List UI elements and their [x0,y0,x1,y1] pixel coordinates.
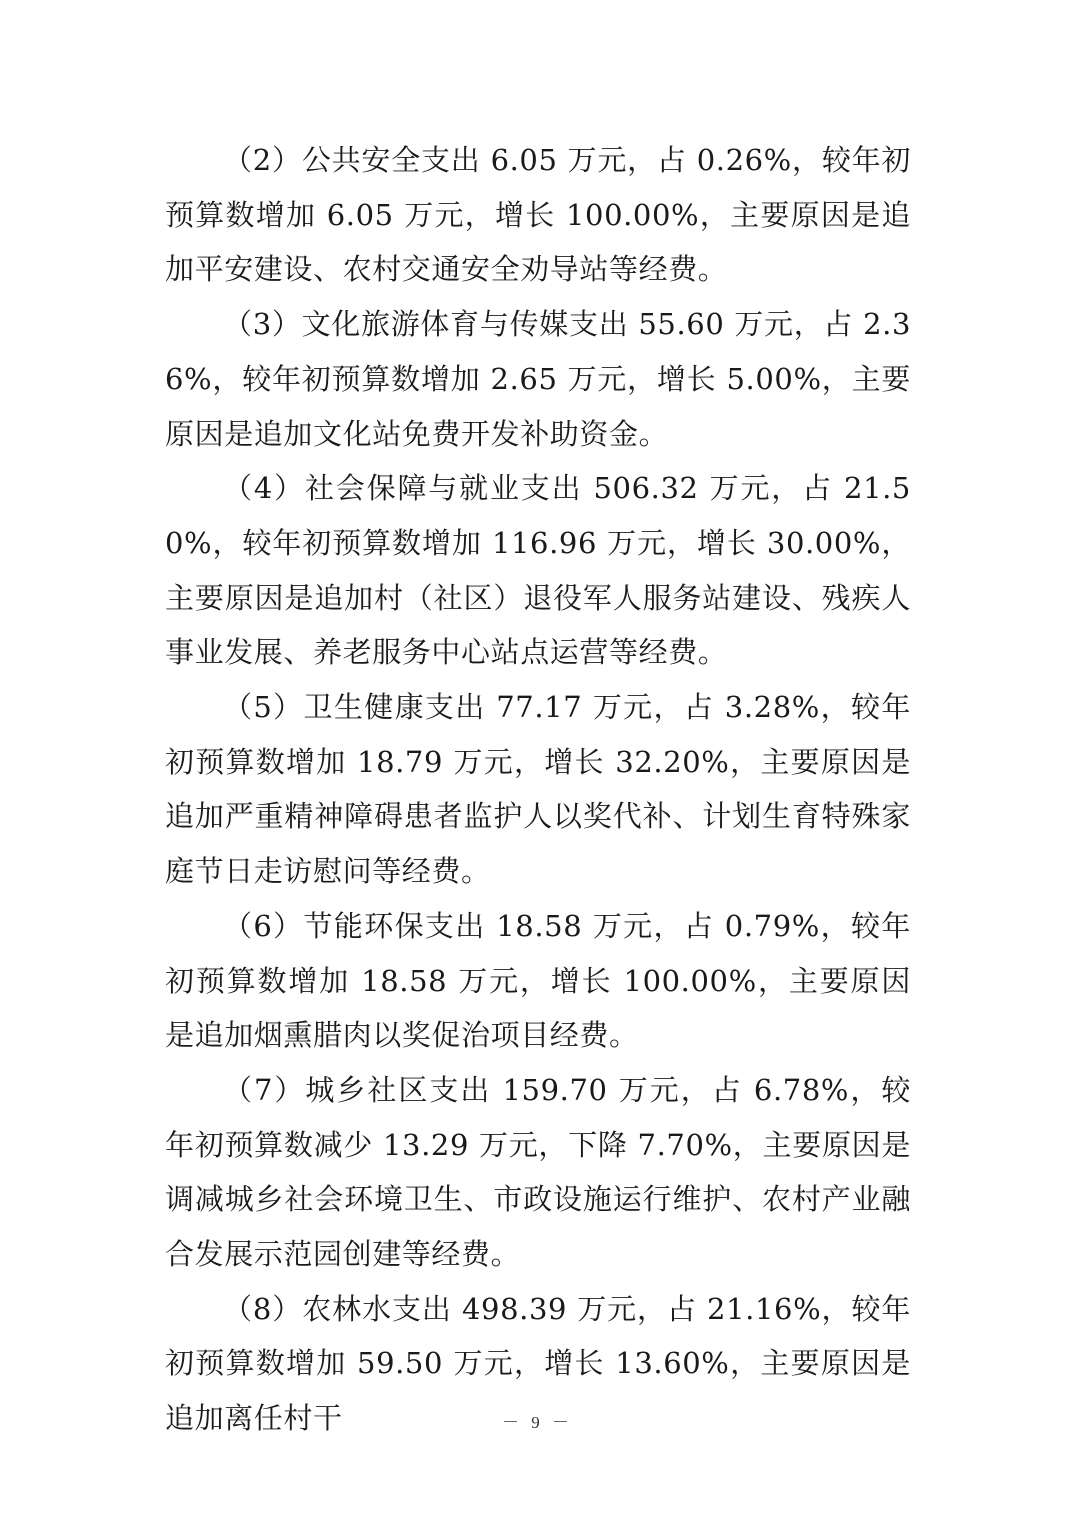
paragraph-energy-environment: （6）节能环保支出 18.58 万元，占 0.79%，较年初预算数增加 18.58 万元，增长 100.00%，主要原因是追加烟熏腊肉以奖促治项目经费。 [165,908,911,1053]
paragraph-culture-tourism: （3）文化旅游体育与传媒支出 55.60 万元，占 2.36%，较年初预算数增加 2.65 万元，增长 5.00%，主要原因是追加文化站免费开发补助资金。 [165,307,911,451]
page-number: － 9 － [502,1413,573,1432]
body-text [165,133,911,1446]
paragraph-urban-rural: （7）城乡社区支出 159.70 万元，占 6.78%，较年初预算数减少 13.29 万元，下降 7.70%，主要原因是调减城乡社会环境卫生、市政设施运行维护、农村产业融合发展示范园创建等经费。 [165,1072,911,1272]
paragraph-public-security: （2）公共安全支出 6.05 万元，占 0.26%，较年初预算数增加 6.05 万元，增长 100.00%，主要原因是追加平安建设、农村交通安全劝导站等经费。 [165,143,911,287]
paragraph-social-security: （4）社会保障与就业支出 506.32 万元，占 21.50%，较年初预算数增加 116.96 万元，增长 30.00%，主要原因是追加村（社区）退役军人服务站建设、残疾人事业发展、养老服务中心站点运营等经费。 [165,471,911,670]
paragraph-health: （5）卫生健康支出 77.17 万元，占 3.28%，较年初预算数增加 18.79 万元，增长 32.20%，主要原因是追加严重精神障碍患者监护人以奖代补、计划生育特殊家庭节日走访慰问等经费。 [165,690,911,889]
paragraph-agriculture: （8）农林水支出 498.39 万元，占 21.16%，较年初预算数增加 59.50 万元，增长 13.60%，主要原因是追加离任村干 [165,1291,911,1436]
